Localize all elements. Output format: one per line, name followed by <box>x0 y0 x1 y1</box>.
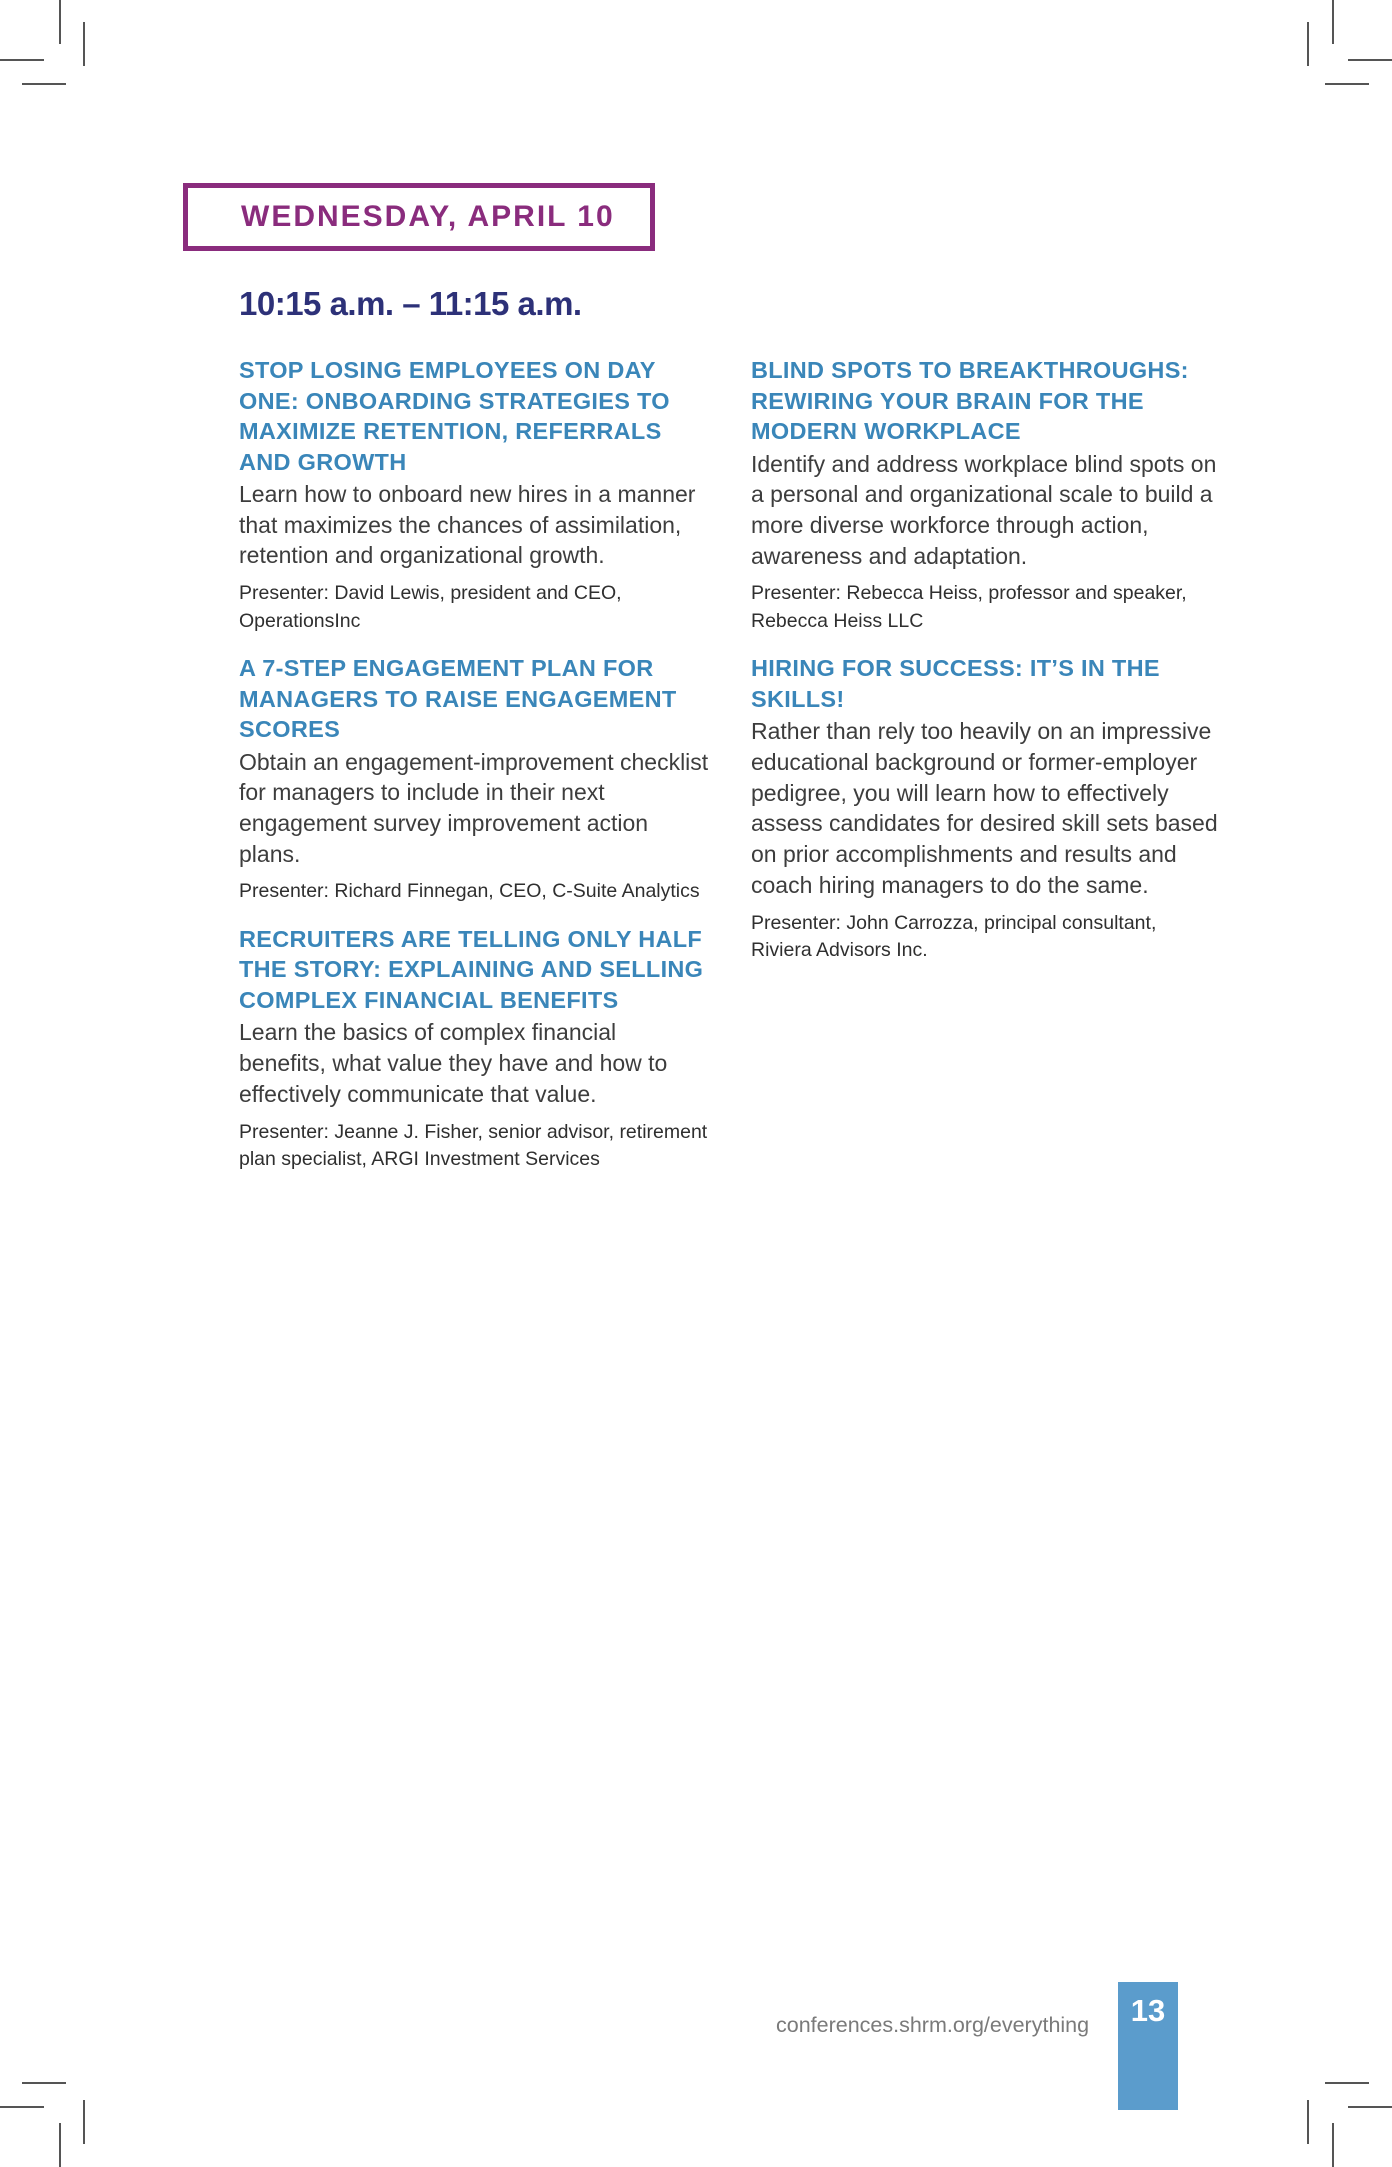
time-slot-heading: 10:15 a.m. – 11:15 a.m. <box>239 285 582 322</box>
session-block <box>239 653 709 906</box>
session-presenter: Presenter: David Lewis, president and CEO, OperationsInc <box>239 582 622 632</box>
crop-mark <box>1348 59 1392 61</box>
crop-mark <box>1325 83 1369 85</box>
page-number-tab <box>1118 1982 1178 2110</box>
session-title: RECRUITERS ARE TELLING ONLY HALF THE STORY: EXPLAINING AND SELLING COMPLEX FINANCIAL BENEFITS <box>239 925 704 1013</box>
crop-mark <box>22 83 66 85</box>
day-header-box <box>183 183 655 251</box>
crop-mark <box>59 2123 61 2167</box>
session-block <box>239 355 709 635</box>
crop-mark <box>1307 22 1309 66</box>
session-title: HIRING FOR SUCCESS: IT’S IN THE SKILLS! <box>751 655 1160 712</box>
session-block <box>751 355 1221 635</box>
page-number: 13 <box>1130 1993 1166 2028</box>
session-description: Obtain an engagement-improvement checklist for managers to include in their next engagement survey improvement action plans. <box>239 748 709 867</box>
left-column <box>239 355 709 1192</box>
session-description: Learn how to onboard new hires in a manner that maximizes the chances of assimilation, retention and organizational growth. <box>239 481 696 569</box>
crop-mark <box>0 2106 44 2108</box>
session-title: STOP LOSING EMPLOYEES ON DAY ONE: ONBOARDING STRATEGIES TO MAXIMIZE RETENTION, REFERRALS AND GROWTH <box>239 357 670 475</box>
session-description: Identify and address workplace blind spots on a personal and organizational scale to build a more diverse workforce through action, awareness and adaptation. <box>751 450 1217 569</box>
crop-mark <box>1307 2100 1309 2144</box>
crop-mark <box>1332 2123 1334 2167</box>
session-presenter: Presenter: Richard Finnegan, CEO, C-Suite Analytics <box>239 880 700 903</box>
crop-mark <box>83 2100 85 2144</box>
day-header: WEDNESDAY, APRIL 10 <box>241 200 615 233</box>
session-title: A 7-STEP ENGAGEMENT PLAN FOR MANAGERS TO RAISE ENGAGEMENT SCORES <box>239 655 677 743</box>
crop-mark <box>22 2082 66 2084</box>
crop-mark <box>1348 2106 1392 2108</box>
session-block <box>751 653 1221 964</box>
session-description: Learn the basics of complex financial benefits, what value they have and how to effectively communicate that value. <box>239 1019 668 1107</box>
session-description: Rather than rely too heavily on an impressive educational background or former-employer pedigree, you will learn how to effectively assess candidates for desired skill sets based on prior accomplishments and results and coach hiring managers to do the same. <box>751 718 1218 898</box>
crop-mark <box>0 59 44 61</box>
crop-mark <box>1332 0 1334 44</box>
footer-url[interactable]: conferences.shrm.org/everything <box>776 2013 1090 2037</box>
session-title: BLIND SPOTS TO BREAKTHROUGHS: REWIRING YOUR BRAIN FOR THE MODERN WORKPLACE <box>751 357 1189 444</box>
session-presenter: Presenter: John Carrozza, principal consultant, Riviera Advisors Inc. <box>751 911 1157 962</box>
session-presenter: Presenter: Jeanne J. Fisher, senior advisor, retirement plan specialist, ARGI Investment Services <box>239 1120 708 1171</box>
crop-mark <box>1325 2082 1369 2084</box>
crop-mark <box>59 0 61 44</box>
crop-mark <box>83 22 85 66</box>
session-presenter: Presenter: Rebecca Heiss, professor and speaker, Rebecca Heiss LLC <box>751 582 1187 632</box>
session-block <box>239 924 709 1174</box>
right-column <box>751 355 1221 983</box>
